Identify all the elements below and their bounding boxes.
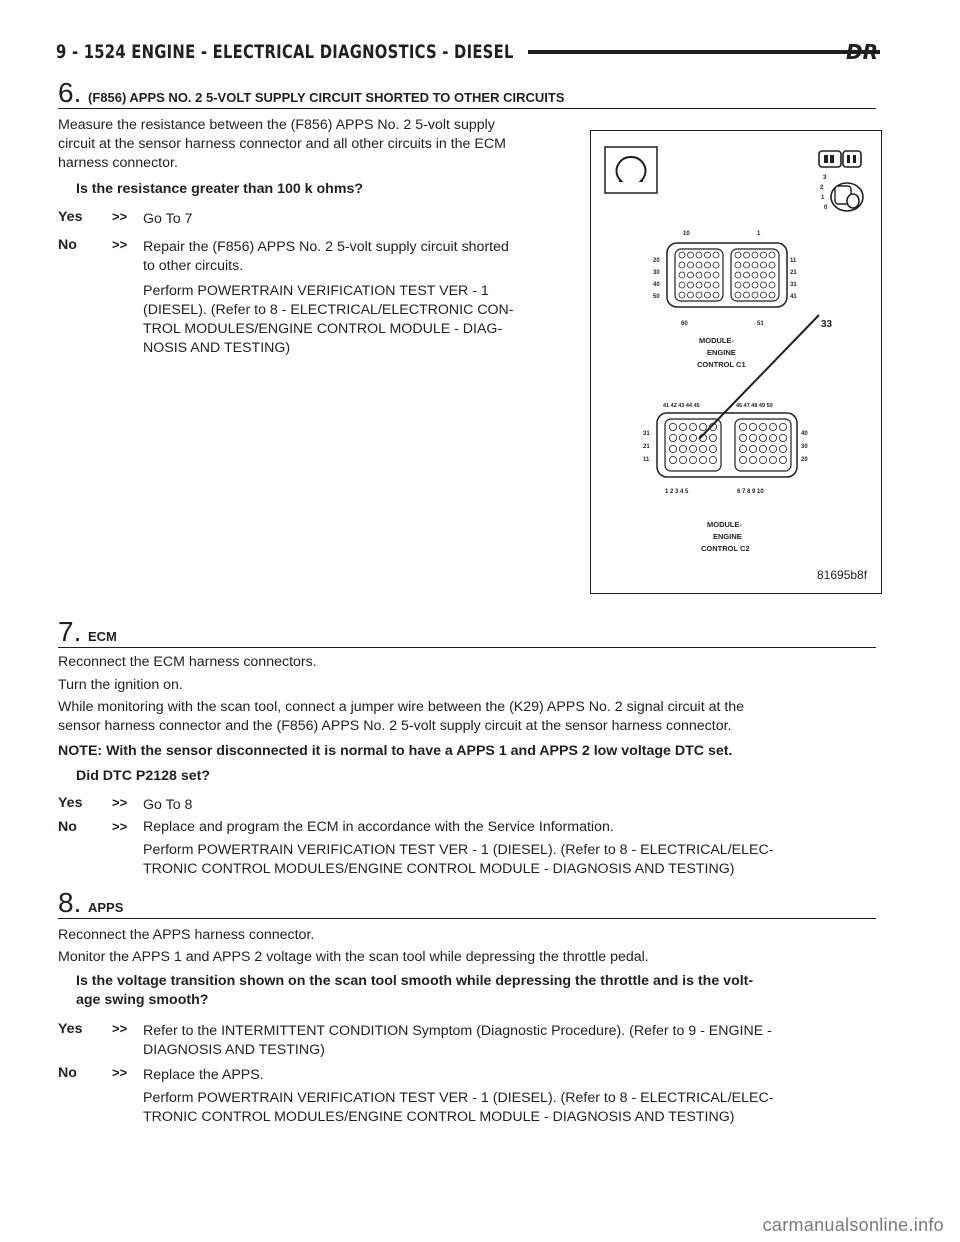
arrow-icon: >> xyxy=(112,795,128,810)
step-title: ECM xyxy=(88,629,117,644)
connector-pin xyxy=(699,445,706,452)
yes-text xyxy=(143,1022,880,1060)
connector-pin xyxy=(761,262,767,268)
pin-label: 30 xyxy=(801,444,808,450)
step-8-line: Reconnect the APPS harness connector. xyxy=(58,927,315,943)
connector-pin xyxy=(735,272,741,278)
step-7-monitor xyxy=(58,698,880,736)
connector-pin xyxy=(699,456,706,463)
connector-pin xyxy=(759,445,766,452)
connector-pin xyxy=(752,282,758,288)
pin-label: 46 47 48 49 50 xyxy=(736,403,773,409)
connector-pin xyxy=(744,262,750,268)
connector-pin xyxy=(679,456,686,463)
step-8-line: Monitor the APPS 1 and APPS 2 voltage with the scan tool while depressing the throttle pedal. xyxy=(58,949,649,965)
pin-label: 60 xyxy=(681,321,688,327)
connector-label: ENGINE xyxy=(707,348,736,357)
no-label: No xyxy=(58,237,77,253)
pin-label: 30 xyxy=(653,270,660,276)
step-title: (F856) APPS NO. 2 5-VOLT SUPPLY CIRCUIT SHORTED TO OTHER CIRCUITS xyxy=(88,90,565,105)
pin-label: 41 42 43 44 45 xyxy=(663,403,700,409)
step-title: APPS xyxy=(88,900,124,915)
question-line: Is the voltage transition shown on the scan tool smooth while depressing the throttle and is the volt- xyxy=(76,973,754,989)
body-line: circuit at the sensor harness connector and all other circuits in the ECM xyxy=(58,136,506,152)
connector-pin xyxy=(713,272,719,278)
pin-label: 40 xyxy=(653,282,660,288)
no-line: Perform POWERTRAIN VERIFICATION TEST VER - 1 xyxy=(143,283,489,299)
c2-connector xyxy=(643,403,808,553)
connector-pin xyxy=(699,423,706,430)
pin-label: 11 xyxy=(643,457,650,463)
connector-pin xyxy=(739,423,746,430)
connector-pin xyxy=(689,456,696,463)
connector-pin xyxy=(759,423,766,430)
connector-pin xyxy=(713,262,719,268)
connector-pin xyxy=(752,262,758,268)
yes-text: Go To 8 xyxy=(143,797,193,813)
key-position: 0 xyxy=(824,205,828,211)
step-number: 8. xyxy=(58,887,82,918)
connector-pin xyxy=(705,252,711,258)
connector-pin xyxy=(779,434,786,441)
connector-pin xyxy=(669,445,676,452)
connector-pin xyxy=(688,282,694,288)
pin-label: 40 xyxy=(801,431,808,437)
connector-pin xyxy=(744,272,750,278)
connector-pin xyxy=(769,292,775,298)
page-title: 9 - 1524 ENGINE - ELECTRICAL DIAGNOSTICS - DIESEL xyxy=(56,41,514,63)
ignition-key-icon xyxy=(820,175,863,211)
step-number: 6. xyxy=(58,77,82,108)
pin-label: 51 xyxy=(757,321,764,327)
connector-pin xyxy=(688,262,694,268)
connector-label: MODULE- xyxy=(699,336,734,345)
no-text xyxy=(143,818,880,879)
connector-pin xyxy=(713,252,719,258)
connector-pin xyxy=(689,434,696,441)
connector-pin xyxy=(735,292,741,298)
body-line: Measure the resistance between the (F856) APPS No. 2 5-volt supply xyxy=(58,117,495,133)
connector-label: MODULE- xyxy=(707,520,742,529)
connector-pin xyxy=(669,434,676,441)
yes-label: Yes xyxy=(58,209,83,225)
connector-pin xyxy=(669,456,676,463)
connector-pin xyxy=(739,445,746,452)
connector-pin xyxy=(769,252,775,258)
arrow-icon: >> xyxy=(112,1021,128,1036)
connector-label: CONTROL C1 xyxy=(697,360,746,369)
step-number: 7. xyxy=(58,616,82,647)
step-7-line: Turn the ignition on. xyxy=(58,677,183,693)
step-7-heading xyxy=(58,617,876,648)
connector-pin xyxy=(779,456,786,463)
no-line: (DIESEL). (Refer to 8 - ELECTRICAL/ELECTRONIC CON- xyxy=(143,302,514,318)
connector-pin xyxy=(735,252,741,258)
connector-pin xyxy=(769,434,776,441)
connector-pin xyxy=(752,252,758,258)
connector-pin xyxy=(689,423,696,430)
connector-pin xyxy=(769,262,775,268)
step-7-question: Did DTC P2128 set? xyxy=(76,768,211,784)
connector-figure xyxy=(590,130,882,594)
connector-pin xyxy=(679,292,685,298)
no-line: Perform POWERTRAIN VERIFICATION TEST VER - 1 (DIESEL). (Refer to 8 - ELECTRICAL/ELEC- xyxy=(143,1090,774,1106)
header-rule xyxy=(528,50,880,54)
connector-pin xyxy=(749,456,756,463)
connector-pin xyxy=(761,282,767,288)
pin-callout-line xyxy=(699,315,819,439)
connector-pin xyxy=(761,252,767,258)
connector-pin xyxy=(679,445,686,452)
connector-pin xyxy=(744,282,750,288)
connector-pin xyxy=(752,272,758,278)
no-line: TROL MODULES/ENGINE CONTROL MODULE - DIAG- xyxy=(143,321,503,337)
connector-pin xyxy=(744,252,750,258)
key-position: 2 xyxy=(820,185,824,191)
no-label: No xyxy=(58,819,77,835)
no-label: No xyxy=(58,1065,77,1081)
connector-pin xyxy=(696,282,702,288)
connector-pin xyxy=(679,272,685,278)
step-6-body xyxy=(58,116,578,173)
connector-pin xyxy=(709,434,716,441)
no-text xyxy=(143,1066,880,1127)
key-position: 1 xyxy=(821,195,825,201)
connector-pin xyxy=(749,445,756,452)
connector-disconnect-icon xyxy=(819,151,861,167)
connector-pin xyxy=(705,272,711,278)
pin-label: 21 xyxy=(790,270,797,276)
connector-pin xyxy=(696,262,702,268)
connector-pin xyxy=(759,456,766,463)
no-line: NOSIS AND TESTING) xyxy=(143,340,291,356)
connector-pin xyxy=(696,272,702,278)
arrow-icon: >> xyxy=(112,1065,128,1080)
pin-label: 50 xyxy=(653,294,660,300)
connector-pin xyxy=(735,282,741,288)
arrow-icon: >> xyxy=(112,237,128,252)
connector-pin xyxy=(752,292,758,298)
arrow-icon: >> xyxy=(112,819,128,834)
connector-pin xyxy=(759,434,766,441)
no-line: Replace and program the ECM in accordance with the Service Information. xyxy=(143,819,614,835)
connector-pin xyxy=(769,282,775,288)
connector-pin xyxy=(705,282,711,288)
no-line: Replace the APPS. xyxy=(143,1067,264,1083)
body-line: harness connector. xyxy=(58,155,178,171)
no-line: TRONIC CONTROL MODULES/ENGINE CONTROL MODULE - DIAGNOSIS AND TESTING) xyxy=(143,1109,735,1125)
question-line: age swing smooth? xyxy=(76,992,209,1008)
connector-pin xyxy=(679,252,685,258)
connector-pin xyxy=(761,292,767,298)
connector-pin xyxy=(705,292,711,298)
connector-pin xyxy=(749,423,756,430)
pin-label: 20 xyxy=(801,457,808,463)
connector-pin xyxy=(679,282,685,288)
c1-connector xyxy=(653,231,797,369)
connector-pin xyxy=(709,456,716,463)
pin-label: 31 xyxy=(790,282,797,288)
body-line: While monitoring with the scan tool, connect a jumper wire between the (K29) APPS No. 2 signal circuit at the xyxy=(58,699,745,715)
pin-label: 11 xyxy=(790,258,797,264)
step-8-question xyxy=(76,972,876,1010)
connector-pin xyxy=(696,252,702,258)
connector-pin xyxy=(769,423,776,430)
connector-pin xyxy=(713,292,719,298)
connector-pin xyxy=(749,434,756,441)
yes-text: Go To 7 xyxy=(143,211,193,227)
step-6-heading xyxy=(58,78,876,109)
arrow-icon: >> xyxy=(112,209,128,224)
connector-pin xyxy=(779,445,786,452)
connector-pin xyxy=(761,272,767,278)
pin-label: 1 xyxy=(757,231,761,237)
no-text xyxy=(143,238,578,358)
pin-label: 6 7 8 9 10 xyxy=(737,489,764,495)
connector-pin xyxy=(779,423,786,430)
connector-pin xyxy=(739,434,746,441)
yes-label: Yes xyxy=(58,1021,83,1037)
connector-pin xyxy=(696,292,702,298)
yes-line: DIAGNOSIS AND TESTING) xyxy=(143,1042,325,1058)
yes-label: Yes xyxy=(58,795,83,811)
connector-pin xyxy=(769,456,776,463)
connector-pin xyxy=(735,262,741,268)
step-7-line: Reconnect the ECM harness connectors. xyxy=(58,654,317,670)
connector-pin xyxy=(679,434,686,441)
connector-pin xyxy=(705,262,711,268)
connector-pin xyxy=(688,252,694,258)
no-line: Repair the (F856) APPS No. 2 5-volt supply circuit shorted xyxy=(143,239,509,255)
pin-label: 10 xyxy=(683,231,690,237)
ohmmeter-icon xyxy=(605,147,657,193)
pin-label: 1 2 3 4 5 xyxy=(665,489,689,495)
connector-pin xyxy=(769,445,776,452)
connector-label: ENGINE xyxy=(713,532,742,541)
connector-pin xyxy=(688,272,694,278)
no-line: Perform POWERTRAIN VERIFICATION TEST VER - 1 (DIESEL). (Refer to 8 - ELECTRICAL/ELEC- xyxy=(143,842,774,858)
pin-label: 41 xyxy=(790,294,797,300)
watermark: carmanualsonline.info xyxy=(762,1215,944,1235)
pin-callout-label: 33 xyxy=(821,319,833,330)
connector-pin xyxy=(688,292,694,298)
connector-pin xyxy=(679,423,686,430)
pin-label: 21 xyxy=(643,444,650,450)
connector-pin xyxy=(669,423,676,430)
page-header xyxy=(56,40,878,68)
connector-pin xyxy=(744,292,750,298)
step-7-note: NOTE: With the sensor disconnected it is normal to have a APPS 1 and APPS 2 low voltage DTC set. xyxy=(58,743,733,759)
connector-pin xyxy=(689,445,696,452)
key-position: 3 xyxy=(823,175,827,181)
pin-label: 31 xyxy=(643,431,650,437)
step-6-question: Is the resistance greater than 100 k ohms? xyxy=(76,181,364,197)
connector-pin xyxy=(769,272,775,278)
connector-pin xyxy=(713,282,719,288)
brand-logo: DR xyxy=(845,40,878,64)
yes-line: Refer to the INTERMITTENT CONDITION Symptom (Diagnostic Procedure). (Refer to 9 - ENGINE - xyxy=(143,1023,772,1039)
no-line: TRONIC CONTROL MODULES/ENGINE CONTROL MODULE - DIAGNOSIS AND TESTING) xyxy=(143,861,735,877)
connector-label: CONTROL C2 xyxy=(701,544,750,553)
step-8-heading xyxy=(58,888,876,919)
connector-pin xyxy=(739,456,746,463)
body-line: sensor harness connector and the (F856) APPS No. 2 5-volt supply circuit at the sensor harness connector. xyxy=(58,718,732,734)
figure-id: 81695b8f xyxy=(817,568,868,582)
no-line: to other circuits. xyxy=(143,258,244,274)
connector-pin xyxy=(709,445,716,452)
connector-pin xyxy=(679,262,685,268)
pin-label: 20 xyxy=(653,258,660,264)
